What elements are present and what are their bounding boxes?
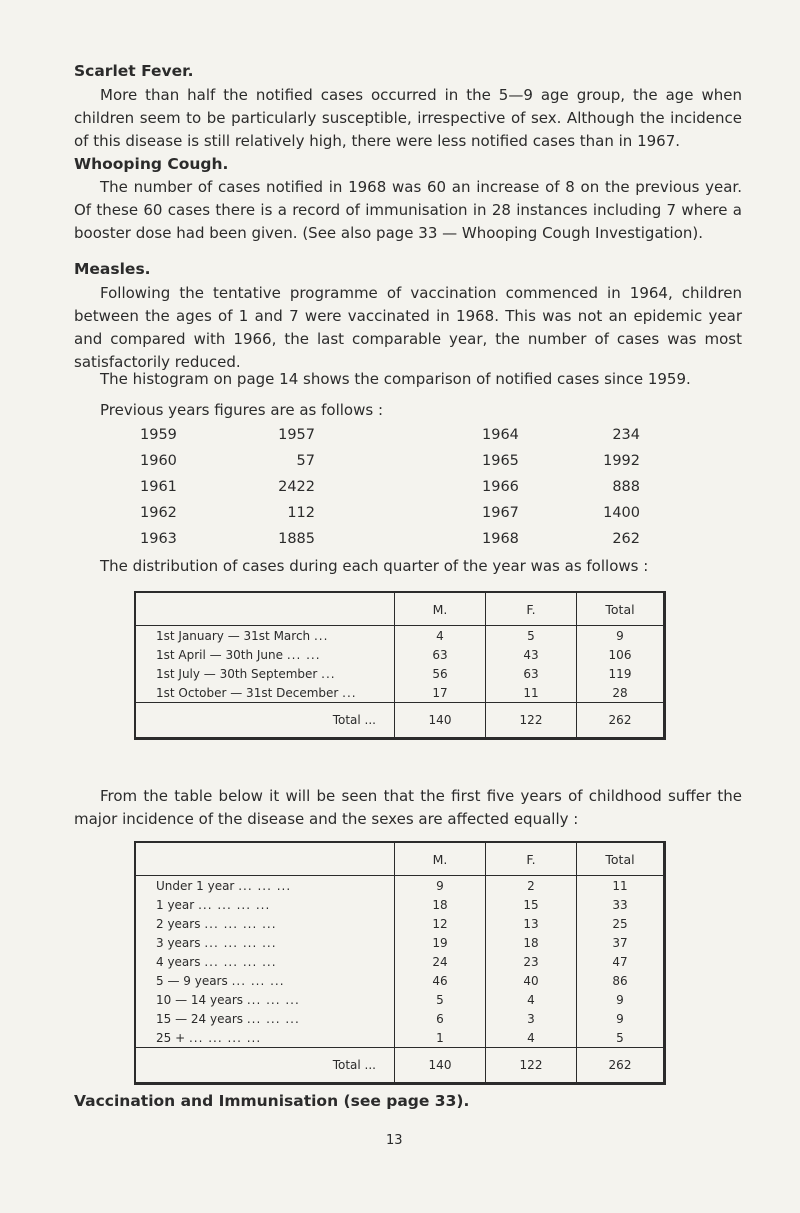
measles-text-5: From the table below it will be seen that the first five years of childhood suffer the major incidence of the disease and the sexes are affected equally : [74,787,742,828]
cases-right: 1400 [603,505,640,521]
male-count: 24 [395,952,486,971]
row-label-text: 5 — 9 years [156,973,228,988]
leader-dots: ... ... ... [246,1011,300,1026]
year-left: 1962 [140,505,177,521]
total-all: 262 [577,703,665,739]
female-count: 3 [486,1009,577,1028]
row-label-text: 1st January — 31st March [156,628,311,643]
row-label [135,990,395,1009]
row-label-text: 10 — 14 years [156,992,244,1007]
header-total: Total [577,842,665,876]
leader-dots: ... [313,628,329,643]
row-label-text: 4 years [156,954,201,969]
female-count: 4 [486,1028,577,1048]
male-count: 6 [395,1009,486,1028]
total-female: 122 [486,1048,577,1084]
row-label [135,626,395,646]
table-row [135,952,665,971]
row-label [135,952,395,971]
year-right: 1966 [482,479,519,495]
total-count: 37 [577,933,665,952]
leader-dots: ... ... ... ... [188,1030,262,1045]
year-right: 1967 [482,505,519,521]
female-count: 15 [486,895,577,914]
table-header-row [135,842,665,876]
total-all: 262 [577,1048,665,1084]
header-total: Total [577,592,665,626]
table-row [135,664,665,683]
header-blank [135,592,395,626]
row-label-text: Under 1 year [156,878,235,893]
total-count: 106 [577,645,665,664]
table-row [135,990,665,1009]
paragraph-previous-years [74,399,742,422]
male-count: 18 [395,895,486,914]
row-label-text: 15 — 24 years [156,1011,244,1026]
row-label-text: 1st July — 30th September [156,666,318,681]
page-number: 13 [386,1133,403,1148]
header-female: F. [486,592,577,626]
leader-dots: ... ... ... ... [204,954,277,969]
cases-left: 1885 [278,531,315,547]
table-header-row [135,592,665,626]
scarlet-text: More than half the notified cases occurred in the 5—9 age group, the age when children seem to be particularly susceptible, irrespective of sex. Although the incidence of this disease is still relatively high, there were less notified cases than in 1967. [74,86,742,150]
cases-left: 112 [287,505,315,521]
table-row [135,914,665,933]
year-right: 1968 [482,531,519,547]
total-count: 9 [577,1009,665,1028]
row-label-text: 2 years [156,916,201,931]
paragraph-histogram-note [74,368,742,391]
table-row [135,683,665,703]
paragraph-quarter-intro [74,555,742,578]
total-count: 28 [577,683,665,703]
table-row [135,1028,665,1048]
paragraph-age-intro [74,785,742,831]
male-count: 5 [395,990,486,1009]
row-label [135,664,395,683]
row-label [135,645,395,664]
total-count: 5 [577,1028,665,1048]
header-female: F. [486,842,577,876]
row-label [135,933,395,952]
total-count: 47 [577,952,665,971]
leader-dots: ... ... ... ... [204,935,277,950]
row-label-text: 1 year [156,897,195,912]
table-row [135,1009,665,1028]
year-row [140,453,660,479]
total-count: 9 [577,990,665,1009]
total-row [135,703,665,739]
female-count: 5 [486,626,577,646]
male-count: 46 [395,971,486,990]
female-count: 11 [486,683,577,703]
row-label [135,914,395,933]
leader-dots: ... [342,685,357,700]
row-label-text: 25 + [156,1030,186,1045]
heading-measles: Measles. [74,260,151,278]
quarter-table-body [135,626,665,703]
row-label [135,683,395,703]
row-label [135,971,395,990]
leader-dots: ... ... ... [246,992,300,1007]
table-row [135,876,665,896]
paragraph-measles-vaccination [74,282,742,374]
leader-dots: ... ... ... [231,973,285,988]
previous-years-figures [140,427,660,557]
year-right: 1964 [482,427,519,443]
measles-text-3: Previous years figures are as follows : [100,401,384,419]
row-label [135,876,395,896]
year-left: 1960 [140,453,177,469]
female-count: 40 [486,971,577,990]
female-count: 43 [486,645,577,664]
male-count: 63 [395,645,486,664]
male-count: 12 [395,914,486,933]
total-count: 86 [577,971,665,990]
total-male: 140 [395,703,486,739]
table-row [135,645,665,664]
year-row [140,479,660,505]
cases-left: 1957 [278,427,315,443]
female-count: 63 [486,664,577,683]
measles-text-2: The histogram on page 14 shows the comparison of notified cases since 1959. [100,370,691,388]
header-blank [135,842,395,876]
row-label [135,1009,395,1028]
year-left: 1961 [140,479,177,495]
cases-right: 888 [612,479,640,495]
row-label-text: 1st October — 31st December [156,685,339,700]
total-count: 33 [577,895,665,914]
heading-whooping-cough: Whooping Cough. [74,155,229,173]
quarterly-distribution-table [134,591,666,740]
table-row [135,626,665,646]
total-count: 11 [577,876,665,896]
leader-dots: ... ... [286,647,321,662]
total-count: 9 [577,626,665,646]
female-count: 13 [486,914,577,933]
female-count: 18 [486,933,577,952]
age-distribution-table [134,841,666,1085]
measles-text-1: Following the tentative programme of vaccination commenced in 1964, children between the ages of 1 and 7 were vaccinated in 1968. This was not an epidemic year and compared with 1966, the last comparable year, the number of cases was most satisfactorily reduced. [74,284,742,371]
cases-left: 57 [296,453,315,469]
cases-right: 234 [612,427,640,443]
total-label: Total ... [135,703,395,739]
male-count: 17 [395,683,486,703]
leader-dots: ... [321,666,336,681]
cases-right: 262 [612,531,640,547]
year-row [140,427,660,453]
male-count: 4 [395,626,486,646]
total-count: 25 [577,914,665,933]
age-table-body [135,876,665,1048]
leader-dots: ... ... ... ... [204,916,277,931]
cases-left: 2422 [278,479,315,495]
female-count: 2 [486,876,577,896]
total-count: 119 [577,664,665,683]
row-label [135,1028,395,1048]
heading-scarlet-fever: Scarlet Fever. [74,62,194,80]
row-label-text: 3 years [156,935,201,950]
measles-text-4: The distribution of cases during each quarter of the year was as follows : [100,557,649,575]
total-row [135,1048,665,1084]
heading-vaccination: Vaccination and Immunisation (see page 33). [74,1092,470,1110]
leader-dots: ... ... ... ... [198,897,271,912]
male-count: 19 [395,933,486,952]
male-count: 1 [395,1028,486,1048]
leader-dots: ... ... ... [238,878,292,893]
table-row [135,933,665,952]
year-row [140,505,660,531]
header-male: M. [395,592,486,626]
row-label [135,895,395,914]
male-count: 9 [395,876,486,896]
total-label: Total ... [135,1048,395,1084]
year-row [140,531,660,557]
female-count: 4 [486,990,577,1009]
whooping-text: The number of cases notified in 1968 was 60 an increase of 8 on the previous year. Of these 60 cases there is a record of immunisation in 28 instances including 7 where a booster dose had been given. (See also page 33 — Whooping Cough Investigation). [74,178,742,242]
total-male: 140 [395,1048,486,1084]
paragraph-scarlet-fever [74,84,742,153]
table-row [135,895,665,914]
cases-right: 1992 [603,453,640,469]
header-male: M. [395,842,486,876]
female-count: 23 [486,952,577,971]
paragraph-whooping-cough [74,176,742,245]
table-row [135,971,665,990]
year-left: 1963 [140,531,177,547]
male-count: 56 [395,664,486,683]
year-left: 1959 [140,427,177,443]
total-female: 122 [486,703,577,739]
row-label-text: 1st April — 30th June [156,647,283,662]
year-right: 1965 [482,453,519,469]
